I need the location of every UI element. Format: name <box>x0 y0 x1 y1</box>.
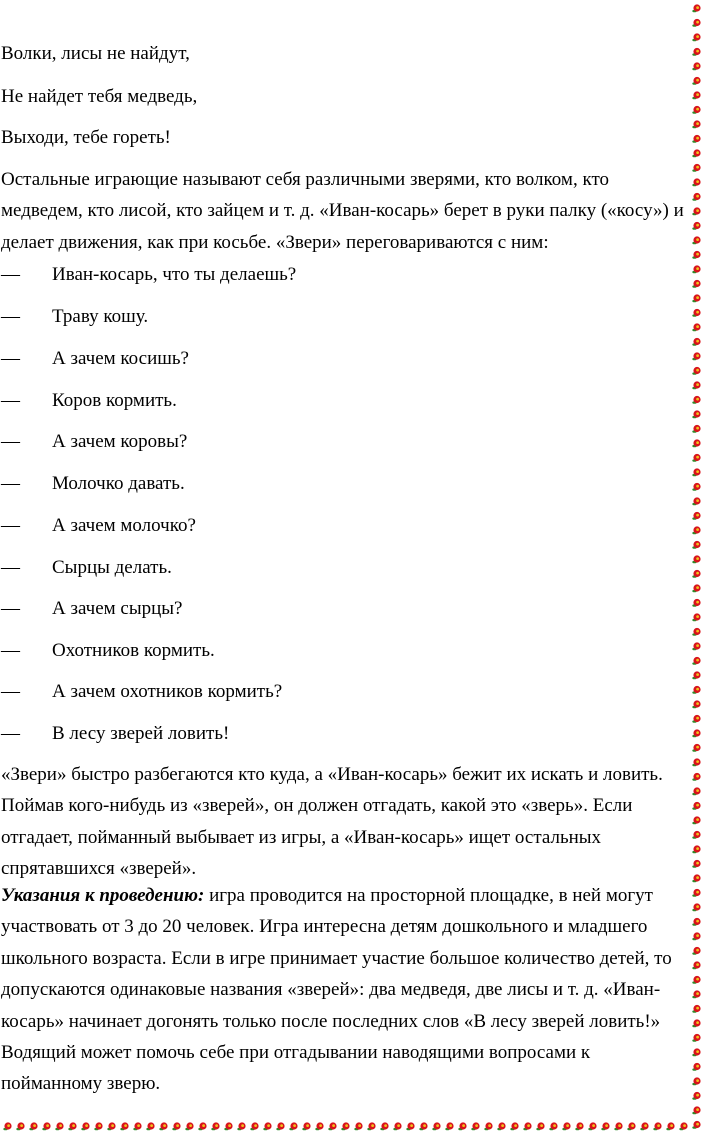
flower-icon <box>471 1122 479 1130</box>
flower-icon <box>692 396 700 404</box>
flower-icon <box>692 715 700 723</box>
dialogue-text: А зачем косишь? <box>52 348 189 369</box>
decorative-border-bottom <box>0 1119 704 1133</box>
flower-icon <box>692 526 700 534</box>
dialogue-dash: — <box>1 390 20 411</box>
flower-icon <box>146 1122 154 1130</box>
flower-icon <box>692 381 700 389</box>
flower-icon <box>315 1122 323 1130</box>
flower-icon <box>302 1122 310 1130</box>
dialogue-text: А зачем молочко? <box>52 515 196 536</box>
flower-icon <box>692 1019 700 1027</box>
flower-icon <box>692 1106 700 1114</box>
flower-icon <box>692 961 700 969</box>
flower-icon <box>692 512 700 520</box>
flower-icon <box>679 1122 687 1130</box>
verse-line: Волки, лисы не найдут, <box>1 43 190 64</box>
flower-icon <box>510 1122 518 1130</box>
dialogue-dash: — <box>1 431 20 452</box>
flower-icon <box>692 178 700 186</box>
flower-icon <box>692 309 700 317</box>
flower-icon <box>666 1122 674 1130</box>
flower-icon <box>185 1122 193 1130</box>
flower-icon <box>692 280 700 288</box>
flower-icon <box>692 468 700 476</box>
flower-icon <box>627 1122 635 1130</box>
flower-icon <box>692 889 700 897</box>
flower-icon <box>692 439 700 447</box>
flower-icon <box>601 1122 609 1130</box>
flower-icon <box>237 1122 245 1130</box>
flower-icon <box>692 729 700 737</box>
flower-icon <box>224 1122 232 1130</box>
flower-icon <box>588 1122 596 1130</box>
verse-line: Не найдет тебя медведь, <box>1 86 198 107</box>
flower-icon <box>211 1122 219 1130</box>
flower-icon <box>692 1005 700 1013</box>
flower-icon <box>692 265 700 273</box>
flower-icon <box>692 338 700 346</box>
dialogue-dash: — <box>1 348 20 369</box>
flower-icon <box>692 1034 700 1042</box>
flower-icon <box>692 120 700 128</box>
flower-icon <box>692 352 700 360</box>
dialogue-text: Иван-косарь, что ты делаешь? <box>52 264 297 285</box>
flower-icon <box>432 1122 440 1130</box>
dialogue-text: А зачем сырцы? <box>52 598 183 619</box>
flower-icon <box>575 1122 583 1130</box>
flower-icon <box>692 135 700 143</box>
flower-icon <box>172 1122 180 1130</box>
flower-icon <box>692 483 700 491</box>
dialogue-dash: — <box>1 681 20 702</box>
decorative-border-right <box>690 0 704 1133</box>
flower-icon <box>354 1122 362 1130</box>
flower-icon <box>328 1122 336 1130</box>
flower-icon <box>562 1122 570 1130</box>
flower-icon <box>692 903 700 911</box>
dialogue-text: Сырцы делать. <box>52 557 172 578</box>
dialogue-dash: — <box>1 306 20 327</box>
dialogue-text: А зачем коровы? <box>52 431 188 452</box>
flower-icon <box>692 628 700 636</box>
flower-icon <box>692 686 700 694</box>
flower-icon <box>692 613 700 621</box>
flower-icon <box>692 874 700 882</box>
flower-icon <box>341 1122 349 1130</box>
flower-icon <box>692 410 700 418</box>
flower-icon <box>133 1122 141 1130</box>
flower-icon <box>692 1063 700 1071</box>
flower-icon <box>692 816 700 824</box>
flower-icon <box>692 193 700 201</box>
flower-icon <box>692 990 700 998</box>
flower-icon <box>692 918 700 926</box>
flower-icon <box>614 1122 622 1130</box>
flower-icon <box>692 236 700 244</box>
flower-icon <box>692 91 700 99</box>
flower-icon <box>393 1122 401 1130</box>
flower-icon <box>692 802 700 810</box>
flower-icon <box>692 976 700 984</box>
flower-icon <box>692 1048 700 1056</box>
dialogue-text: Охотников кормить. <box>52 640 215 661</box>
flower-icon <box>692 425 700 433</box>
flower-icon <box>692 33 700 41</box>
instructions-paragraph <box>1 880 687 1100</box>
flower-icon <box>692 860 700 868</box>
flower-icon <box>380 1122 388 1130</box>
flower-icon <box>692 19 700 27</box>
flower-border-icon <box>690 0 704 1133</box>
intro-paragraph: Остальные играющие называют себя различными зверями, кто волком, кто медведем, кто лисой, кто зайцем и т. д. «Иван-косарь» берет в руки палку («косу») и делает движения, как при косьбе. «Звери» переговариваются с ним: <box>1 169 684 253</box>
dialogue-dash: — <box>1 557 20 578</box>
flower-icon <box>692 294 700 302</box>
flower-icon <box>692 77 700 85</box>
flower-icon <box>367 1122 375 1130</box>
flower-icon <box>68 1122 76 1130</box>
flower-icon <box>250 1122 258 1130</box>
flower-icon <box>198 1122 206 1130</box>
instructions-text: игра проводится на просторной площадке, в ней могут участвовать от 3 до 20 человек. Игра интересна детям дошкольного и младшего школьного возраста. Если в игре принимает участие большое количество детей, то допускаются одинаковые названия «зверей»: два медведя, две лисы и т. д. «Иван-косарь» начинает догонять только после последних слов «В лесу зверей ловить!» Водящий может помочь себе при отгадывании наводящими вопросами к пойманному зверю. <box>1 885 672 1095</box>
instructions-label: Указания к проведению: <box>1 885 205 906</box>
flower-icon <box>692 831 700 839</box>
flower-icon <box>692 1092 700 1100</box>
flower-icon <box>276 1122 284 1130</box>
flower-icon <box>419 1122 427 1130</box>
flower-icon <box>692 62 700 70</box>
flower-icon <box>692 787 700 795</box>
flower-icon <box>692 149 700 157</box>
dialogue-dash: — <box>1 264 20 285</box>
flower-icon <box>406 1122 414 1130</box>
flower-icon <box>692 4 700 12</box>
flower-icon <box>692 251 700 259</box>
flower-icon <box>692 657 700 665</box>
flower-icon <box>81 1122 89 1130</box>
flower-icon <box>42 1122 50 1130</box>
flower-icon <box>692 164 700 172</box>
flower-icon <box>692 744 700 752</box>
flower-icon <box>3 1122 11 1130</box>
flower-icon <box>692 48 700 56</box>
verse-line: Выходи, тебе гореть! <box>1 127 171 148</box>
closing-paragraph: «Звери» быстро разбегаются кто куда, а «Иван-косарь» бежит их искать и ловить. Поймав кого-нибудь из «зверей», он должен отгадать, какой это «зверь». Если отгадает, пойманный выбывает из игры, а «Иван-косарь» ищет остальных спрятавшихся «зверей». <box>1 764 663 880</box>
flower-icon <box>29 1122 37 1130</box>
flower-icon <box>289 1122 297 1130</box>
flower-icon <box>692 932 700 940</box>
flower-icon <box>536 1122 544 1130</box>
flower-icon <box>523 1122 531 1130</box>
dialogue-text: Коров кормить. <box>52 390 177 411</box>
dialogue-text: В лесу зверей ловить! <box>52 723 230 744</box>
dialogue-dash: — <box>1 640 20 661</box>
dialogue-text: Молочко давать. <box>52 473 185 494</box>
flower-icon <box>16 1122 24 1130</box>
dialogue-dash: — <box>1 473 20 494</box>
flower-icon <box>692 555 700 563</box>
flower-icon <box>640 1122 648 1130</box>
flower-icon <box>692 497 700 505</box>
flower-icon <box>692 570 700 578</box>
flower-icon <box>653 1122 661 1130</box>
flower-icon <box>692 947 700 955</box>
flower-icon <box>692 454 700 462</box>
flower-icon <box>692 671 700 679</box>
flower-icon <box>692 845 700 853</box>
dialogue-dash: — <box>1 598 20 619</box>
flower-icon <box>692 700 700 708</box>
flower-icon <box>692 642 700 650</box>
flower-icon <box>94 1122 102 1130</box>
flower-icon <box>159 1122 167 1130</box>
flower-icon <box>458 1122 466 1130</box>
flower-icon <box>120 1122 128 1130</box>
flower-icon <box>497 1122 505 1130</box>
flower-icon <box>692 584 700 592</box>
flower-icon <box>692 773 700 781</box>
flower-border-icon <box>0 1119 704 1133</box>
flower-icon <box>107 1122 115 1130</box>
flower-icon <box>692 367 700 375</box>
flower-icon <box>263 1122 271 1130</box>
flower-icon <box>692 599 700 607</box>
flower-icon <box>692 323 700 331</box>
flower-icon <box>692 758 700 766</box>
dialogue-dash: — <box>1 515 20 536</box>
flower-icon <box>692 207 700 215</box>
flower-icon <box>549 1122 557 1130</box>
flower-icon <box>692 106 700 114</box>
dialogue-text: А зачем охотников кормить? <box>52 681 283 702</box>
flower-icon <box>692 1077 700 1085</box>
flower-icon <box>445 1122 453 1130</box>
dialogue-text: Траву кошу. <box>52 306 149 327</box>
flower-icon <box>55 1122 63 1130</box>
flower-icon <box>484 1122 492 1130</box>
dialogue-dash: — <box>1 723 20 744</box>
flower-icon <box>692 222 700 230</box>
flower-icon <box>692 541 700 549</box>
